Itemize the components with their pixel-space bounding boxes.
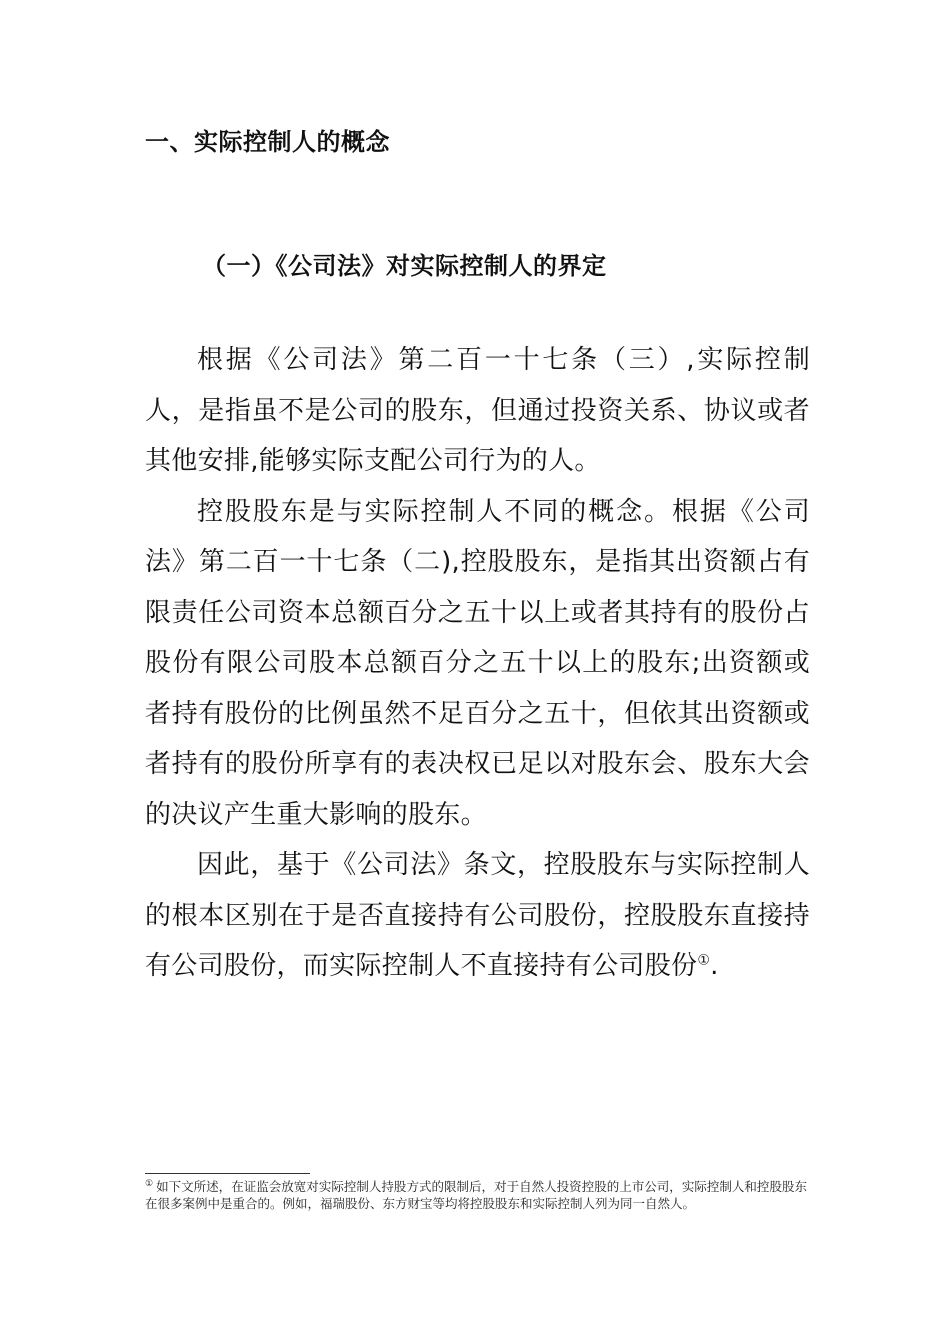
paragraph-1: 根据《公司法》第二百一十七条（三）,实际控制人，是指虽不是公司的股东，但通过投资关系、协议或者其他安排,能够实际支配公司行为的人。 (145, 345, 810, 476)
footnote-reference[interactable]: ① (697, 952, 711, 969)
subsection-heading: （一）《公司法》对实际控制人的界定 (202, 252, 607, 280)
footnote-text: 如下文所述，在证监会放宽对实际控制人持股方式的限制后，对于自然人投资控股的上市公司，实际控制人和控股股东在很多案例中是重合的。例如，福瑞股份、东方财宝等均将控股股东和实际控制人列为同一自然人。 (145, 1179, 807, 1211)
footnote-divider (145, 1173, 310, 1174)
body-text (145, 335, 810, 992)
footnote (145, 1178, 807, 1212)
paragraph-2: 控股股东是与实际控制人不同的概念。根据《公司法》第二百一十七条（二),控股股东，是指其出资额占有限责任公司资本总额百分之五十以上或者其持有的股份占股份有限公司股本总额百分之五十以上的股东;出资额或者持有股份的比例虽然不足百分之五十，但依其出资额或者持有的股份所享有的表决权已足以对股东会、股东大会的决议产生重大影响的股东。 (145, 496, 810, 830)
paragraph-3-end: . (710, 951, 719, 981)
section-heading: 一、实际控制人的概念 (145, 128, 390, 156)
paragraph-3 (145, 840, 810, 992)
footnote-mark: ① (145, 1178, 154, 1189)
paragraph-3-text: 因此，基于《公司法》条文，控股股东与实际控制人的根本区别在于是否直接持有公司股份，控股股东直接持有公司股份，而实际控制人不直接持有公司股份 (145, 850, 810, 981)
